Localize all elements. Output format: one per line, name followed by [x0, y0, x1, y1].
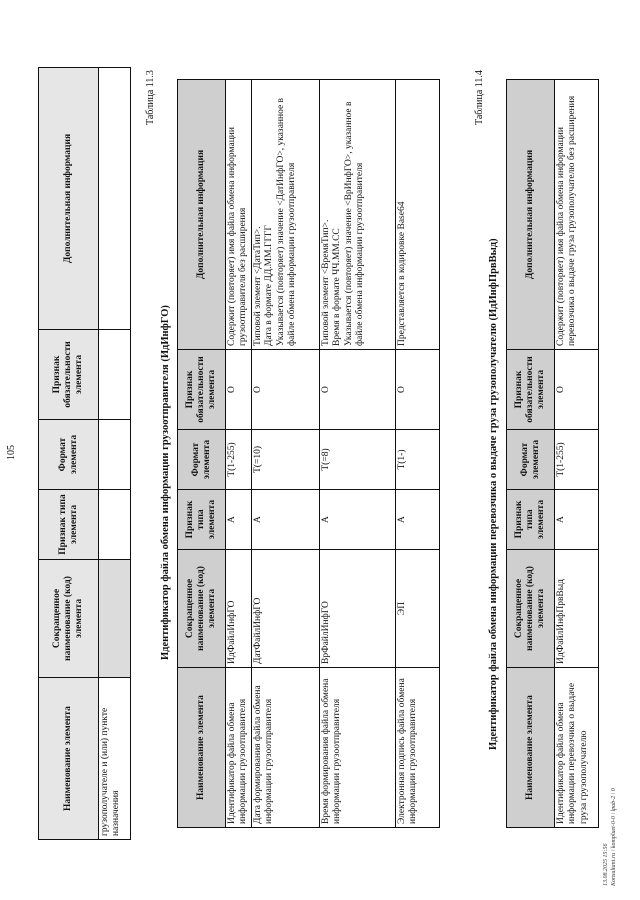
col-header-required: Признак обязательности элемента — [178, 350, 226, 430]
cell-name: Время формирования файла обмена информации грузоотправителя — [319, 668, 395, 828]
cell-required — [99, 330, 131, 420]
table-11-3 — [177, 79, 440, 828]
cell-format: T(=8) — [319, 430, 395, 490]
col-header-info: Дополнительная информация — [178, 80, 226, 350]
cell-required: О — [395, 350, 439, 430]
cell-name: грузополучателе и (или) пункте назначения — [99, 678, 131, 840]
info-line: Время в формате ЧЧ.ММ.СС — [332, 228, 343, 346]
info-line: Содержит (повторяет) имя файла обмена информации грузоотправителя без расширения — [227, 127, 249, 346]
col-header-short-name: Сокращенное наименование (код) элемента — [178, 550, 226, 668]
col-header-name: Наименование элемента — [507, 668, 555, 828]
cell-name: Идентификатор файла обмена информации грузоотправителя — [226, 668, 252, 828]
cell-required: О — [555, 350, 599, 430]
col-header-format: Формат элемента — [39, 420, 99, 490]
table-title: Идентификатор файла обмена информации грузоотправителя (ИдИнфГО) — [160, 305, 171, 660]
info-line: Указывается (повторяет) значение <ДатИнфГО>, указанное в файле обмена информации грузоотправителя — [275, 97, 297, 346]
cell-info — [226, 80, 252, 350]
cell-type: А — [395, 490, 439, 550]
cell-type — [99, 490, 131, 560]
col-header-info: Дополнительная информация — [507, 80, 555, 350]
table-row — [226, 80, 252, 828]
cell-info — [395, 80, 439, 350]
col-header-format: Формат элемента — [178, 430, 226, 490]
cell-format: T(1-) — [395, 430, 439, 490]
cell-name: Дата формирования файла обмена информации грузоотправителя — [251, 668, 319, 828]
cell-format — [99, 420, 131, 490]
cell-required: О — [251, 350, 319, 430]
cell-info — [251, 80, 319, 350]
table-row — [395, 80, 439, 828]
info-line: Типовой элемент <ДатаТип>. — [252, 226, 263, 346]
header-row — [178, 80, 226, 828]
table-label: Таблица 11.3 — [145, 70, 156, 125]
stamp-date: 13.08.2025 15:56 — [603, 843, 609, 886]
info-line: Дата в формате ДД.ММ.ГГГГ — [264, 225, 275, 346]
cell-type: А — [226, 490, 252, 550]
table-row — [251, 80, 319, 828]
cell-info — [319, 80, 395, 350]
table-row — [319, 80, 395, 828]
table-label: Таблица 11.4 — [474, 70, 485, 125]
info-line: Типовой элемент <ВремяТип>. — [320, 219, 331, 346]
cell-type: А — [555, 490, 599, 550]
cell-code: ВрФайлИнфГО — [319, 550, 395, 668]
col-header-format: Формат элемента — [507, 430, 555, 490]
cell-format: T(1-255) — [226, 430, 252, 490]
cell-name: Идентификатор файла обмена информации перевозчика о выдаче груза грузополучателю — [555, 668, 599, 828]
col-header-name: Наименование элемента — [39, 678, 99, 840]
page-number: 105 — [6, 445, 17, 460]
cell-format: T(1-255) — [555, 430, 599, 490]
table-row — [555, 80, 599, 828]
col-header-short-name: Сокращенное наименование (код) элемента — [507, 550, 555, 668]
col-header-type: Признак типа элемента — [39, 490, 99, 560]
cell-code: ДатФайлИнфГО — [251, 550, 319, 668]
cell-code — [99, 560, 131, 678]
cell-type: А — [319, 490, 395, 550]
info-line: Указывается (повторяет) значение <ВрИнфГО>, указанное в файле обмена информации грузоотправителя — [343, 101, 365, 346]
col-header-required: Признак обязательности элемента — [39, 330, 99, 420]
cell-required: О — [226, 350, 252, 430]
table-row — [99, 68, 131, 840]
col-header-type: Признак типа элемента — [178, 490, 226, 550]
col-header-short-name: Сокращенное наименование (код) элемента — [39, 560, 99, 678]
table-title: Идентификатор файла обмена информации перевозчика о выдаче груза грузополучателю (ИдИнфПрвВыд) — [488, 238, 499, 750]
cell-code: ИдФайлИнфГО — [226, 550, 252, 668]
table-11-4 — [506, 79, 599, 828]
col-header-required: Признак обязательности элемента — [507, 350, 555, 430]
stamp-source: Konsultant.ru \ kompluet-0-0 \ lpab-2 \ 0 — [610, 788, 617, 886]
print-stamp — [603, 788, 619, 886]
header-row — [39, 68, 99, 840]
info-line: Представляется в кодировке Base64 — [396, 201, 407, 346]
header-row — [507, 80, 555, 828]
cell-name: Электронная подпись файла обмена информации грузоотправителя — [395, 668, 439, 828]
cell-code: ИдФайлИнфПрвВыд — [555, 550, 599, 668]
col-header-type: Признак типа элемента — [507, 490, 555, 550]
cell-type: А — [251, 490, 319, 550]
cell-info — [99, 68, 131, 330]
col-header-name: Наименование элемента — [178, 668, 226, 828]
cell-code: ЭП — [395, 550, 439, 668]
cell-info — [555, 80, 599, 350]
continuation-table — [38, 67, 131, 840]
col-header-info: Дополнительная информация — [39, 68, 99, 330]
cell-format: T(=10) — [251, 430, 319, 490]
cell-required: О — [319, 350, 395, 430]
info-line: Содержит (повторяет) имя файла обмена информации перевозчика о выдаче груза грузополучателю без расширения — [556, 95, 578, 346]
